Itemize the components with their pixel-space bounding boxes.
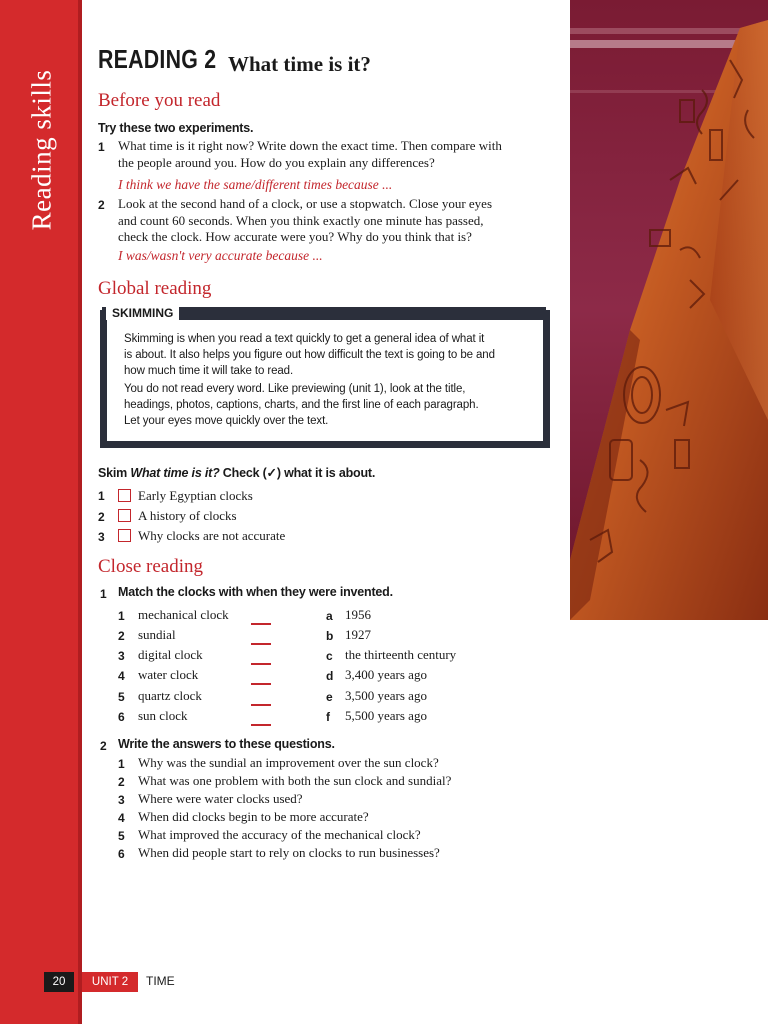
sentence-starter: I was/wasn't very accurate because ... — [118, 248, 323, 263]
obelisk-photo — [570, 0, 768, 620]
question-item: When did people start to rely on clocks to run businesses? — [138, 845, 440, 860]
question-item-number: 1 — [118, 757, 125, 771]
answer-blank[interactable] — [251, 663, 271, 665]
unit-label: UNIT 2 — [82, 972, 138, 992]
date-label: 5,500 years ago — [345, 708, 427, 723]
clock-number: 4 — [118, 669, 125, 683]
option-number: 3 — [98, 530, 105, 544]
text-line: check the clock. How accurate were you? Why do you think that is? — [118, 229, 472, 244]
questions-instruction: Write the answers to these questions. — [118, 737, 335, 751]
checkbox-option-2[interactable] — [118, 509, 131, 522]
option-number: 2 — [98, 510, 105, 524]
experiment-text — [118, 196, 492, 246]
date-label: 3,400 years ago — [345, 667, 427, 682]
question-item: Where were water clocks used? — [138, 791, 303, 806]
text-line: Let your eyes move quickly over the text. — [124, 415, 329, 427]
question-item-number: 5 — [118, 829, 125, 843]
text-line: is about. It also helps you figure out how difficult the text is going to be and — [124, 349, 495, 361]
text-line: headings, photos, captions, charts, and the first line of each paragraph. — [124, 399, 479, 411]
date-letter: f — [326, 710, 330, 724]
skimming-text — [124, 331, 536, 429]
global-reading-heading: Global reading — [98, 278, 212, 299]
clock-number: 5 — [118, 690, 125, 704]
text-line: You do not read every word. Like previewing (unit 1), look at the title, — [124, 383, 466, 395]
obelisk-illustration — [570, 0, 768, 620]
checkbox-option-1[interactable] — [118, 489, 131, 502]
question-item-number: 3 — [118, 793, 125, 807]
sidebar-band — [0, 0, 82, 1024]
option-number: 1 — [98, 489, 105, 503]
clock-number: 2 — [118, 629, 125, 643]
sidebar-title: Reading skills — [26, 69, 57, 231]
match-instruction: Match the clocks with when they were invented. — [118, 585, 393, 599]
date-letter: b — [326, 629, 334, 643]
option-label: Why clocks are not accurate — [138, 528, 286, 543]
answer-blank[interactable] — [251, 683, 271, 685]
date-label: 1927 — [345, 627, 371, 642]
date-label: 3,500 years ago — [345, 688, 427, 703]
page-title: What time is it? — [228, 52, 371, 76]
experiment-number: 1 — [98, 140, 105, 154]
date-letter: e — [326, 690, 333, 704]
question-item: When did clocks begin to be more accurate? — [138, 809, 369, 824]
answer-blank[interactable] — [251, 724, 271, 726]
clock-label: sundial — [138, 627, 176, 642]
question-item-number: 2 — [118, 775, 125, 789]
text-line: the people around you. How do you explain any differences? — [118, 154, 435, 170]
date-label: the thirteenth century — [345, 647, 457, 662]
clock-label: mechanical clock — [138, 607, 229, 622]
sentence-starter: I think we have the same/different times because ... — [118, 177, 393, 192]
text-line: What time is it right now? Write down the exact time. Then compare with — [118, 138, 502, 153]
text-line: and count 60 seconds. When you think exactly one minute has passed, — [118, 212, 484, 228]
question-item: What improved the accuracy of the mechanical clock? — [138, 827, 421, 842]
question-number: 1 — [100, 587, 107, 601]
date-letter: a — [326, 609, 333, 623]
page-number: 20 — [44, 972, 74, 992]
text-line: how much time it will take to read. — [124, 365, 294, 377]
clock-number: 3 — [118, 649, 125, 663]
clock-number: 1 — [118, 609, 125, 623]
question-item: Why was the sundial an improvement over the sun clock? — [138, 755, 439, 770]
text-line: Look at the second hand of a clock, or use a stopwatch. Close your eyes — [118, 196, 493, 211]
question-item: What was one problem with both the sun clock and sundial? — [138, 773, 452, 788]
skim-title: What time is it? — [130, 466, 220, 480]
question-number: 2 — [100, 739, 107, 753]
clock-label: sun clock — [138, 708, 188, 723]
close-reading-heading: Close reading — [98, 556, 204, 577]
clock-label: quartz clock — [138, 688, 202, 703]
experiment-text — [118, 138, 502, 171]
text-line: Skimming is when you read a text quickly to get a general idea of what it — [124, 333, 485, 345]
option-label: A history of clocks — [138, 508, 237, 523]
date-letter: d — [326, 669, 334, 683]
skim-prefix: Skim — [98, 466, 131, 480]
option-label: Early Egyptian clocks — [138, 488, 253, 503]
clock-number: 6 — [118, 710, 125, 724]
reading-label: READING 2 — [98, 44, 217, 74]
date-label: 1956 — [345, 607, 371, 622]
unit-title: TIME — [146, 974, 175, 988]
question-item-number: 6 — [118, 847, 125, 861]
answer-blank[interactable] — [251, 643, 271, 645]
before-you-read-heading: Before you read — [98, 90, 221, 111]
skimming-label: SKIMMING — [106, 306, 179, 320]
answer-blank[interactable] — [251, 704, 271, 706]
clock-label: water clock — [138, 667, 199, 682]
answer-blank[interactable] — [251, 623, 271, 625]
date-letter: c — [326, 649, 333, 663]
experiment-number: 2 — [98, 198, 105, 212]
skim-instruction — [98, 465, 375, 480]
skim-suffix: Check (✓) what it is about. — [219, 466, 376, 480]
experiments-instruction: Try these two experiments. — [98, 121, 254, 135]
clock-label: digital clock — [138, 647, 203, 662]
checkbox-option-3[interactable] — [118, 529, 131, 542]
question-item-number: 4 — [118, 811, 125, 825]
